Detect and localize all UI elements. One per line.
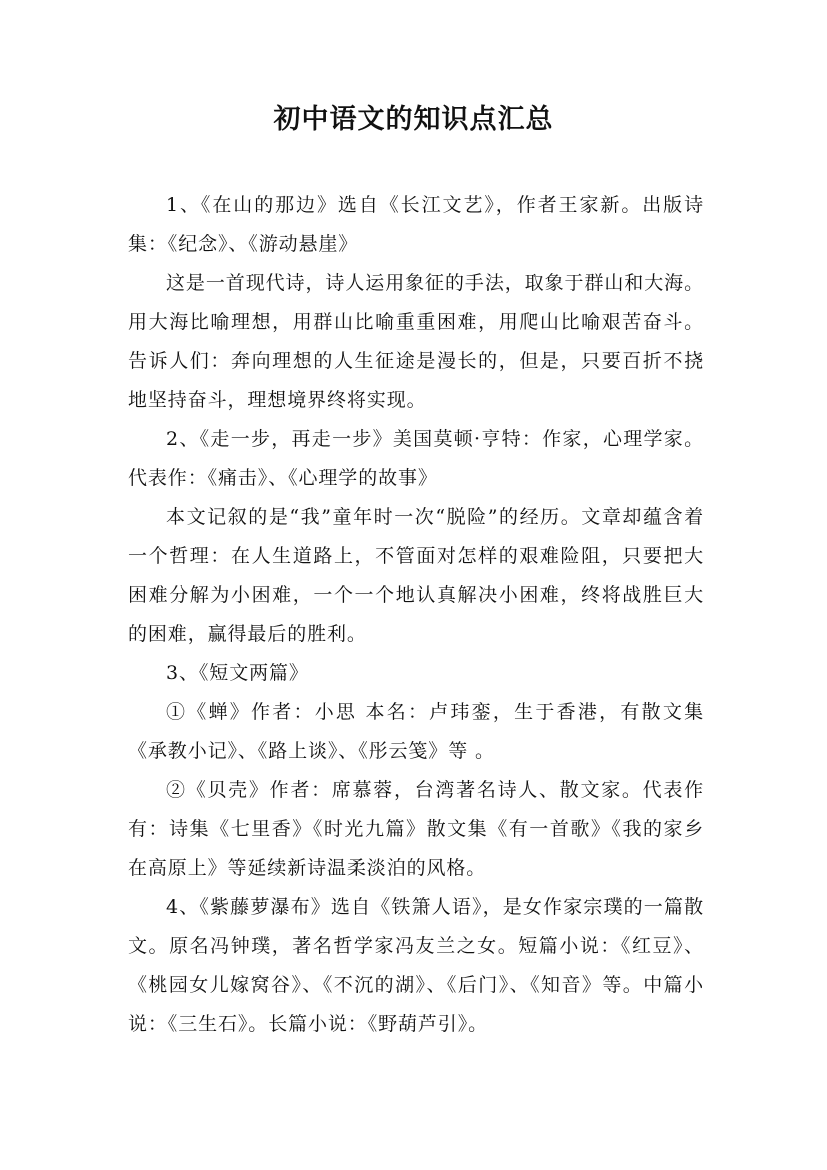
paragraph-7: ②《贝壳》作者：席慕蓉，台湾著名诗人、散文家。代表作有：诗集《七里香》《时光九篇》散文集《有一首歌》《我的家乡在高原上》等延续新诗温柔淡泊的风格。 [128,779,704,879]
paragraph-3: 2、《走一步，再走一步》美国莫顿·亨特：作家，心理学家。代表作：《痛击》、《心理学的故事》 [128,428,704,489]
paragraph-1: 1、《在山的那边》选自《长江文艺》，作者王家新。出版诗集：《纪念》、《游动悬崖》 [128,194,704,255]
paragraph-8: 4、《紫藤萝瀑布》选自《铁箫人语》，是女作家宗璞的一篇散文。原名冯钟璞，著名哲学家冯友兰之女。短篇小说：《红豆》、《桃园女儿嫁窝谷》、《不沉的湖》、《后门》、《知音》等。中篇小说：《三生石》。长篇小说：《野葫芦引》。 [128,896,704,1035]
paragraph-6: ①《蝉》作者：小思 本名：卢玮銮，生于香港，有散文集《承教小记》、《路上谈》、《彤云笺》等 。 [128,701,704,762]
paragraph-5: 3、《短文两篇》 [166,662,309,684]
document-title: 初中语文的知识点汇总 [273,104,554,135]
document-body [128,186,704,1044]
paragraph-2: 这是一首现代诗，诗人运用象征的手法，取象于群山和大海。用大海比喻理想，用群山比喻重重困难，用爬山比喻艰苦奋斗。告诉人们：奔向理想的人生征途是漫长的，但是，只要百折不挠地坚持奋斗，理想境界终将实现。 [128,272,704,411]
paragraph-4: 本文记叙的是“我”童年时一次“脱险”的经历。文章却蕴含着一个哲理：在人生道路上，不管面对怎样的艰难险阻，只要把大困难分解为小困难，一个一个地认真解决小困难，终将战胜巨大的困难，赢得最后的胜利。 [128,506,704,645]
